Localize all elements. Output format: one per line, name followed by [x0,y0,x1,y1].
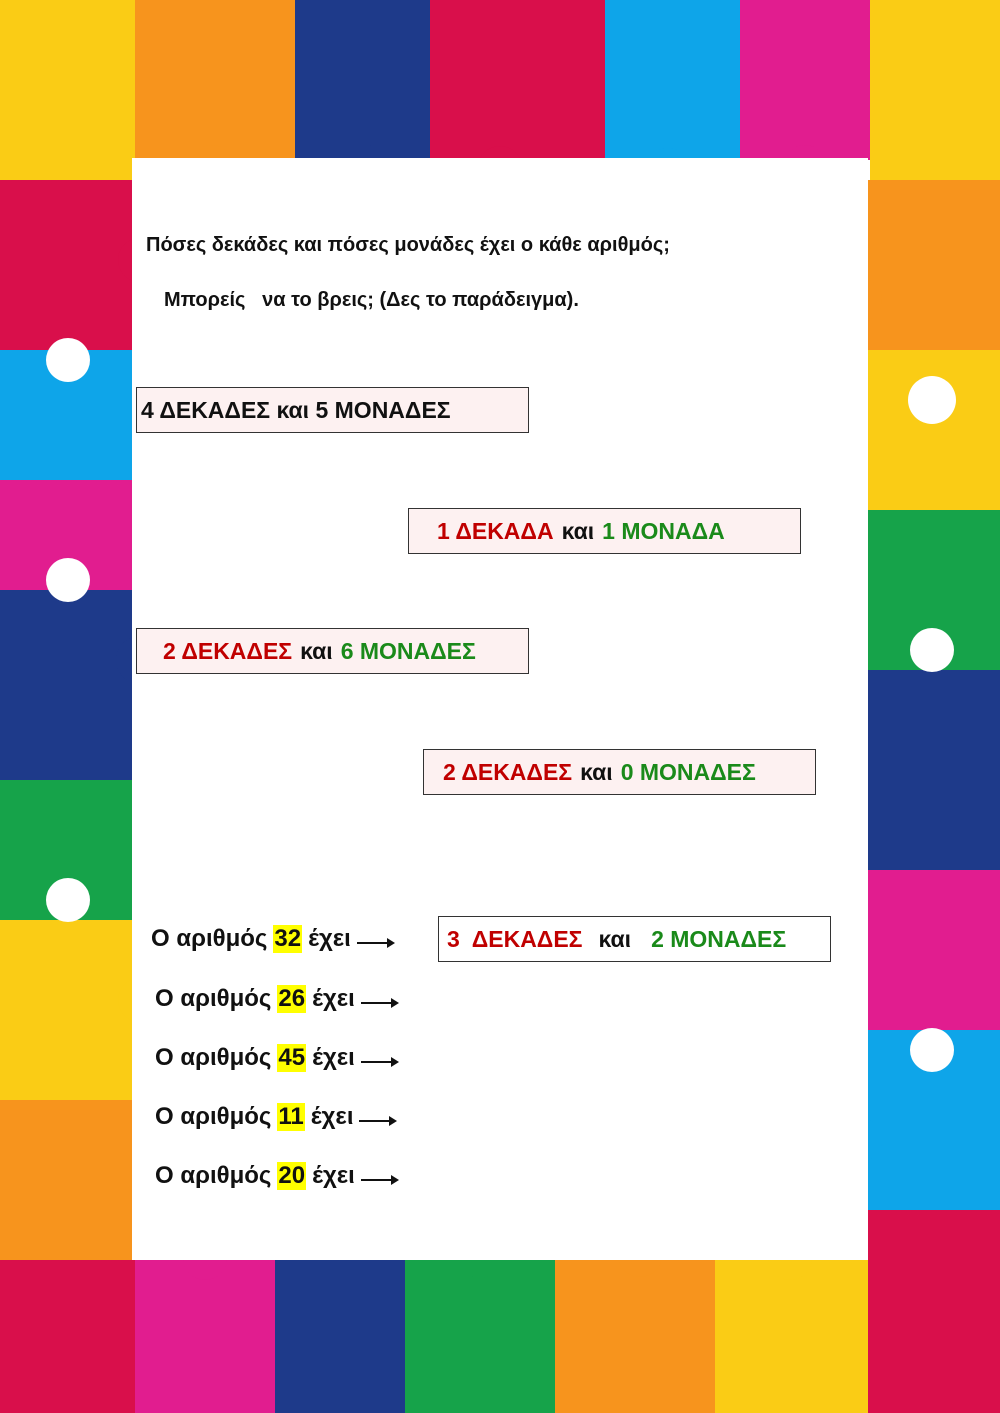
arrow-right-icon [361,1172,399,1188]
arrow-right-icon [361,995,399,1011]
highlighted-number: 32 [274,925,302,952]
answer-box [136,387,529,433]
puzzle-piece [0,920,132,1100]
units-text: 6 ΜΟΝΑΔΕΣ [340,637,476,664]
and-text: και [300,637,333,664]
instruction-line-2: Μπορείς να το βρεις; (Δες το παράδειγμα). [164,289,579,311]
puzzle-piece [0,590,132,780]
highlighted-number: 20 [278,1162,306,1189]
answer-box [423,749,816,795]
row-prefix: Ο αριθμός [155,1103,272,1130]
puzzle-piece [555,1260,715,1413]
tens-text: 2 ΔΕΚΑΔΕΣ [163,637,293,664]
row-prefix: Ο αριθμός [155,1044,272,1071]
tens-text: 2 ΔΕΚΑΔΕΣ [443,758,573,785]
puzzle-piece [0,0,135,180]
row-suffix: έχει [310,1103,354,1130]
highlighted-number: 45 [278,1044,306,1071]
units-text: 2 ΜΟΝΑΔΕΣ [651,925,787,952]
number-row [155,985,399,1013]
puzzle-piece [870,0,1000,180]
puzzle-piece [868,180,1000,350]
highlighted-number: 11 [278,1103,304,1130]
puzzle-piece [405,1260,555,1413]
puzzle-piece [0,180,132,350]
row-suffix: έχει [308,925,351,952]
worksheet-paper [132,158,868,1260]
and-text: και [561,517,595,544]
and-text: και [580,758,613,785]
and-text: και [598,925,632,952]
puzzle-piece [430,0,605,160]
puzzle-piece [275,1260,405,1413]
row-prefix: Ο αριθμός [155,985,272,1012]
instruction-line-1: Πόσες δεκάδες και πόσες μονάδες έχει ο κάθε αριθμός; [146,234,670,256]
answer-box [408,508,801,554]
units-text: 0 ΜΟΝΑΔΕΣ [620,758,756,785]
puzzle-piece [135,1260,275,1413]
puzzle-piece [868,670,1000,870]
row-prefix: Ο αριθμός [151,925,268,952]
number-row [151,925,395,953]
answer-text: 4 ΔΕΚΑΔΕΣ και 5 ΜΟΝΑΔΕΣ [141,396,451,423]
number-row [155,1162,399,1190]
puzzle-piece [135,0,295,160]
puzzle-piece [740,0,870,160]
highlighted-number: 26 [278,985,306,1012]
puzzle-piece [868,350,1000,510]
tens-text: 3 ΔΕΚΑΔΕΣ [447,925,583,952]
tens-text: 1 ΔΕΚΑΔΑ [437,517,554,544]
example-answer-box [438,916,831,962]
row-suffix: έχει [312,1044,355,1071]
puzzle-piece [868,1210,1000,1413]
row-suffix: έχει [312,985,355,1012]
number-row [155,1044,399,1072]
puzzle-piece [0,1100,132,1260]
arrow-right-icon [361,1054,399,1070]
number-row [155,1103,397,1131]
arrow-right-icon [359,1113,397,1129]
arrow-right-icon [357,935,395,951]
puzzle-piece [0,1260,135,1413]
answer-box [136,628,529,674]
row-suffix: έχει [312,1162,355,1189]
puzzle-piece [715,1260,868,1413]
puzzle-piece [295,0,430,160]
row-prefix: Ο αριθμός [155,1162,272,1189]
units-text: 1 ΜΟΝΑΔΑ [602,517,725,544]
puzzle-piece [605,0,740,160]
puzzle-piece [868,870,1000,1030]
